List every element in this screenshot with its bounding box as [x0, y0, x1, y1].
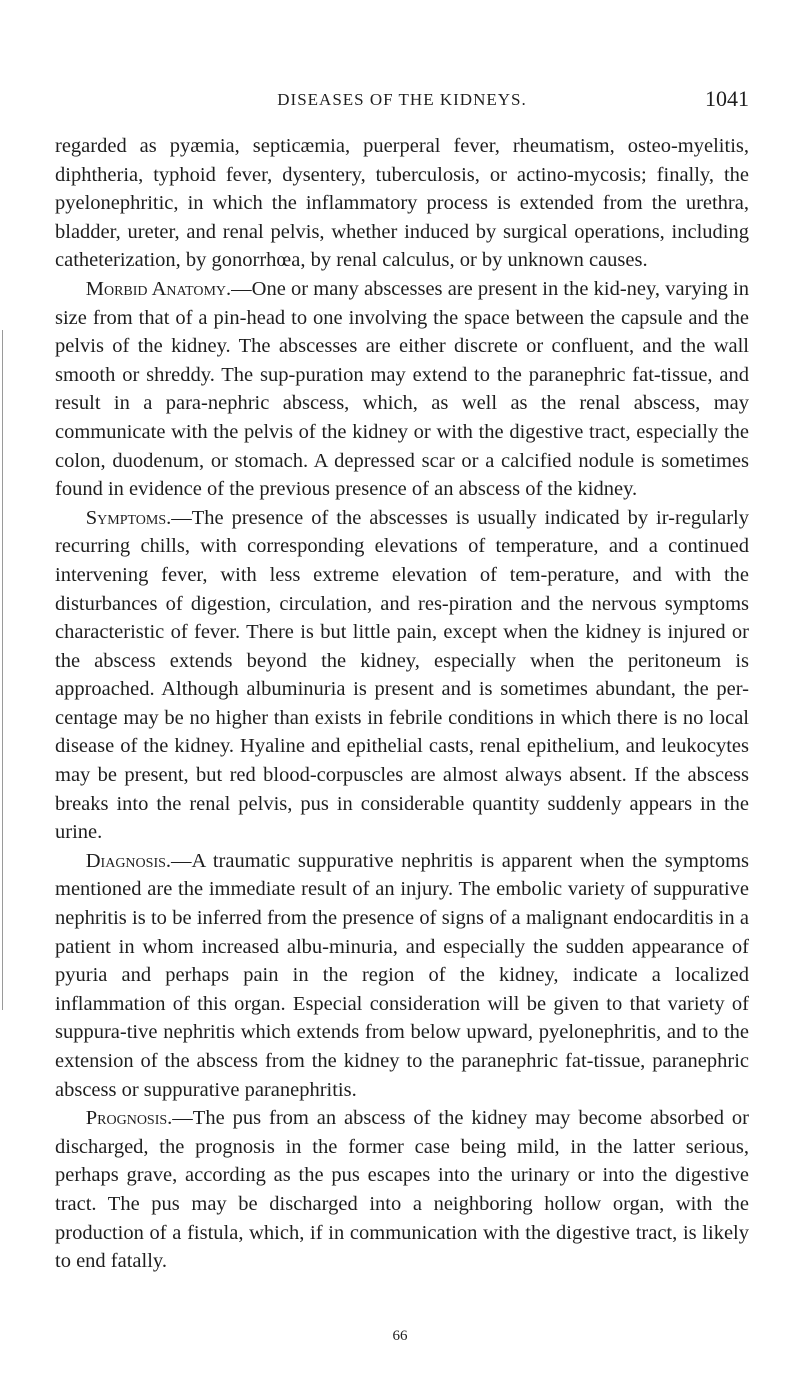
body-text — [55, 132, 749, 1276]
paragraph-text: regarded as pyæmia, septicæmia, puerperal fever, rheumatism, osteo-myelitis, diphtheria, typhoid fever, dysentery, tuberculosis, or actino-mycosis; finally, the pyelonephritic, in which the inflammatory process is extended from the urethra, bladder, ureter, and renal pelvis, whether induced by surgical operations, including catheterization, by gonorrhœa, by renal calculus, or by unknown causes. — [55, 135, 749, 272]
section-heading-diagnosis: Diagnosis. — [85, 849, 172, 872]
page-number: 1041 — [705, 86, 749, 111]
paragraph-text: —One or many abscesses are present in the kid-ney, varying in size from that of a pin-head to one involving the space between the capsule and the pelvis of the kidney. The abscesses are either discrete or confluent, and the wall smooth or shreddy. The sup-puration may extend to the paranephric fat-tissue, and result in a para-nephric abscess, which, as well as the renal abscess, may communicate with the pelvis of the kidney or with the digestive tract, especially the colon, duodenum, or stomach. A depressed scar or a calcified nodule is sometimes found in evidence of the previous presence of an abscess of the kidney. — [55, 277, 749, 501]
running-title: DISEASES OF THE KIDNEYS. — [277, 90, 527, 109]
paragraph-text: —The presence of the abscesses is usually indicated by ir-regularly recurring chills, with corresponding elevations of temperature, and a continued intervening fever, with less extreme elevation of tem-perature, and with the disturbances of digestion, circulation, and res-piration and the nervous symptoms characteristic of fever. There is but little pain, except when the kidney is injured or the abscess extends beyond the kidney, especially when the peritoneum is approached. Although albuminuria is present and is sometimes abundant, the per-centage may be no higher than exists in febrile conditions in which there is no local disease of the kidney. Hyaline and epithelial casts, renal epithelium, and leukocytes may be present, but red blood-corpuscles are almost always absent. If the abscess breaks into the renal pelvis, pus in considerable quantity suddenly appears in the urine. — [55, 506, 749, 844]
section-heading-prognosis: Prognosis. — [85, 1107, 173, 1130]
margin-shadow-line — [2, 330, 3, 1010]
section-heading-symptoms: Symptoms. — [85, 506, 172, 529]
signature-mark: 66 — [392, 1328, 408, 1344]
paragraph-text: —The pus from an abscess of the kidney may become absorbed or discharged, the prognosis in the former case being mild, in the latter serious, perhaps grave, according as the pus escapes into the urinary or into the digestive tract. The pus may be discharged into a neighboring hollow organ, with the production of a fistula, which, if in communication with the digestive tract, is likely to end fatally. — [55, 1107, 749, 1273]
paragraph-symptoms — [55, 504, 749, 847]
paragraph-morbid-anatomy — [55, 275, 749, 504]
paragraph-continuation — [55, 132, 749, 275]
paragraph-diagnosis — [55, 847, 749, 1104]
paragraph-text: —A traumatic suppurative nephritis is apparent when the symptoms mentioned are the immediate result of an injury. The embolic variety of suppurative nephritis is to be inferred from the presence of signs of a malignant endocarditis in a patient in whom increased albu-minuria, and especially the sudden appearance of pyuria and perhaps pain in the region of the kidney, indicate a localized inflammation of this organ. Especial consideration will be given to that variety of suppura-tive nephritis which extends from below upward, pyelonephritis, and to the extension of the abscess from the kidney to the paranephric fat-tissue, paranephric abscess or suppurative paranephritis. — [55, 849, 749, 1101]
paragraph-prognosis — [55, 1104, 749, 1276]
section-heading-morbid-anatomy: Morbid Anatomy. — [85, 277, 232, 300]
page-header — [55, 84, 749, 116]
